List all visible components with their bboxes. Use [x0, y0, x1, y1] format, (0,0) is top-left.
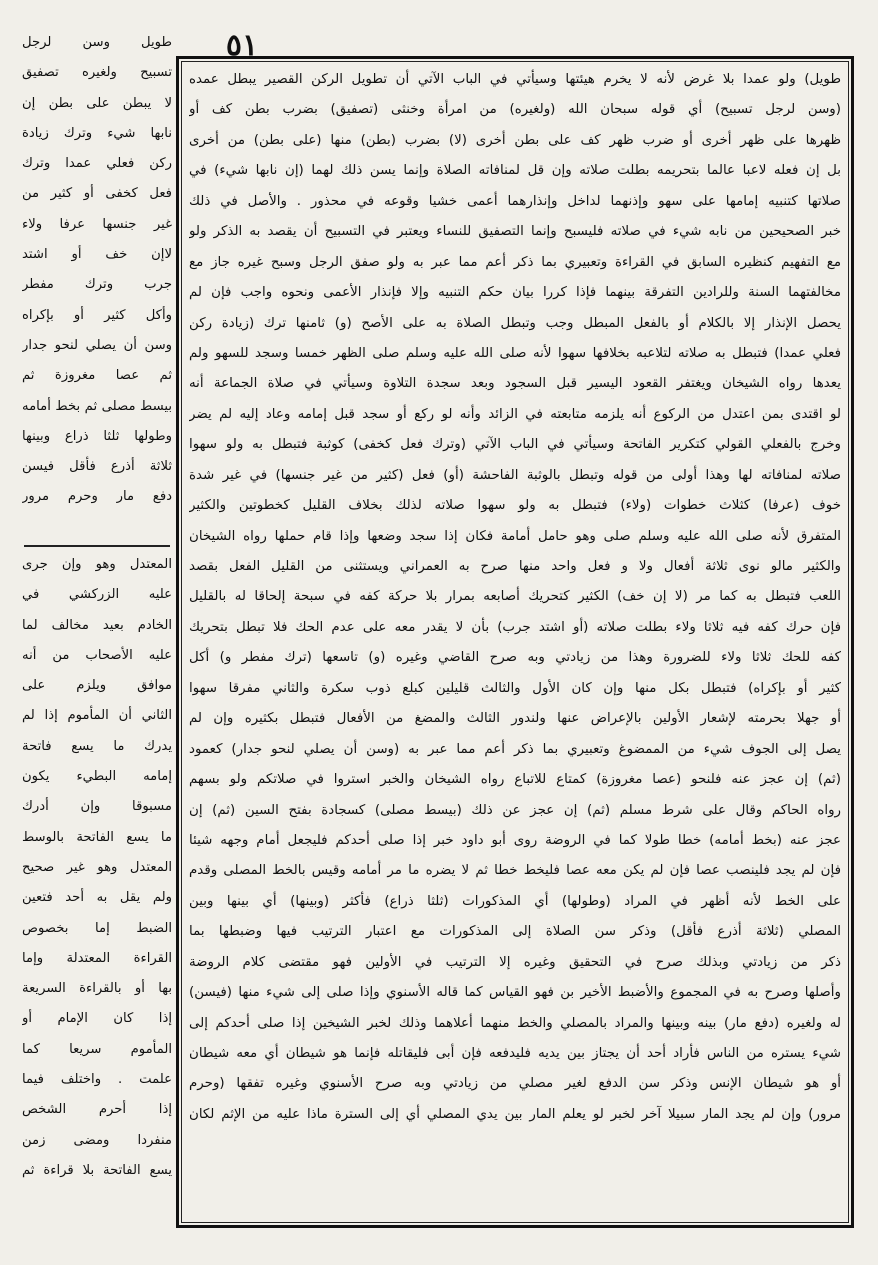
side-commentary-line: يسع الفاتحة بلا قراءة ثم: [22, 1162, 172, 1178]
side-commentary-line: الخادم بعيد مخالف لما: [22, 617, 172, 633]
side-commentary-line: موافق ويلزم على: [22, 678, 172, 694]
side-commentary-bottom: [22, 550, 172, 1240]
side-commentary-top: [22, 28, 172, 543]
main-text-line: شيء يستره من الناس فأراد أحد أن يجتاز بين يديه فليدفعه فإن أبى فليقاتله فإنما هو شيطان أي معه شيطان: [189, 1046, 841, 1061]
side-commentary-line: المأموم سريعا كما: [22, 1041, 172, 1057]
main-text-line: مخالفتهما السنة وللرادين التفرقة بينهما فإذا كررا بيان حكم التنبيه وإلا فإنذار الأعمى ونحوه واجب فإن لم: [189, 285, 841, 301]
main-text-line: (وسن لرجل تسبيح) أي قوله سبحان الله (ولغيره) من امرأة وخنثى (تصفيق) بضرب بطن كف أو: [189, 102, 841, 118]
main-text-line: خبر الصحيحين من نابه شيء في صلاته فليسبح وإنما التصفيق للنساء ويعتبر في التسبيح أن يقصد به الذكر ولو: [189, 224, 841, 240]
side-commentary-line: ركن فعلي عمدا وترك: [22, 156, 172, 172]
main-text-line: لو اقتدى بمن اعتدل من الركوع أنه يلزمه متابعته في الزائد وأنه لو ركع أو سجد قبل إمامه وعاد إليه لم يضر: [189, 406, 841, 422]
main-text-line: المتفرق لأنه صلى الله عليه وسلم صلى وهو حامل أمامة فكان إذا سجد وضعها وإذا قام حملها رواه الشيخان: [189, 528, 841, 544]
side-divider: [24, 545, 170, 547]
side-commentary-line: إذا كان الإمام أو: [22, 1011, 172, 1027]
side-commentary-line: ما يسع الفاتحة بالوسط: [22, 829, 172, 845]
main-text-line: كثير أو بإكراه) فتبطل بكل منها وإن كان الأول والثالث قليلين كبلع ذوب سكرة والثاني مفرقا سهوا: [189, 680, 841, 696]
side-commentary-line: المعتدل وهو وإن جرى: [22, 557, 172, 572]
main-text-line: وخرج بالفعلي القولي كتكرير الفاتحة وسيأتي في الباب الآتي (وترك فعل كخفى) كوثبة فتبطل به ولو سهوا: [189, 437, 841, 453]
main-text-line: ظهرها على ظهر أخرى أو ضرب ظهر كف على بطن أخرى (لا) بضرب (بطن) منها (على بطن) من أخرى: [189, 132, 841, 148]
side-commentary-line: فعل كخفى أو كثير من: [22, 186, 172, 202]
side-commentary-line: المعتدل وهو غير صحيح: [22, 859, 172, 875]
side-commentary-line: لاإن خف أو اشتد: [22, 247, 172, 263]
main-text-line: والكثير مالو نوى ثلاثة أفعال ولا و فعل واحد منها صرح به العمراني ويستثنى من القليل الفعل بقصد: [189, 559, 841, 574]
side-commentary-line: جرب وترك مفطر: [22, 277, 172, 293]
side-commentary-line: عليه الزركشي في: [22, 587, 172, 603]
main-text-line: وأصلها وصرح به في المجموع والأضبط الأخير بن فهو القياس كما قاله الأسنوي وإذا صلى إلى شيء منها (فيسن): [189, 985, 841, 1001]
main-text-line: عجز عنه (بخط أمامه) خطا طولا كما في الروضة روى أبو داود خبر إذا صلى أحدكم فليجعل أمام وجهه شيئا: [189, 832, 841, 848]
main-text-line: رواه الحاكم وقال على شرط مسلم (ثم) إن عجز عن ذلك (بيسط مصلى) كسجادة بفتح السين (ثم) إن: [189, 802, 841, 818]
side-commentary-line: دفع مار وحرم مرور: [22, 489, 172, 505]
side-commentary-line: ثم عصا مغروزة ثم: [22, 368, 172, 384]
side-commentary-line: بيسط مصلى ثم بخط أمامه: [22, 398, 172, 414]
main-text-line: صلاته لمنافاته لها وهذا أولى من قوله وتبطل بالوثبة الفاحشة (أو) فعل (كثير من غير جنسها) في غير شدة: [189, 467, 841, 483]
side-commentary-line: إمامه البطيء يكون: [22, 769, 172, 785]
main-text-line: المصلي (ثلاثة أذرع فأقل) وذكر سن الصلاة إلى المذكورات مع اعتبار الترتيب فيها وضبطها بما: [189, 924, 841, 940]
page-number: ٥١: [225, 28, 259, 63]
main-text-line: على الخط لأنه أظهر في المراد (وطولها) أي المذكورات (ثلثا ذراع) فأكثر (وبينها) أي بينها وبين: [189, 893, 841, 909]
main-text-line: فإن حرك كفه فيه ثلاثا ولاء بطلت صلاته (أو اشتد جرب) بأن لا يقدر معه على عدم الحك فلا تبطل بتحريك: [189, 619, 841, 635]
main-text-line: طويل) ولو عمدا بلا غرض لأنه لا يخرم هيئتها وسيأتي في الباب الآتي أن تطويل الركن القصير يبطل عمده: [189, 72, 841, 87]
main-text-line: له ولغيره (دفع مار) بينه وبينها والمراد بالمصلي والخط منهما أعلاهما وذلك لخبر الشيخين إذا صلى أحدكم إلى: [189, 1015, 841, 1031]
side-commentary-line: لا يبطن على بطن إن: [22, 95, 172, 111]
side-commentary-line: غير جنسها عرفا ولاء: [22, 216, 172, 232]
main-text-line: يحصل الإنذار إلا بالكلام أو بالفعل المبطل وجب وتبطل الصلاة به على الأصح (و) ثامنها ترك (زيادة ركن: [189, 315, 841, 331]
side-commentary-line: عليه الأصحاب من أنه: [22, 647, 172, 663]
main-text-line: فإن لم يجد فلينصب عصا فإن لم يكن معه عصا فليخط خطا ثم لا يضره ما مر أمامه وقيس بالخط المصلى وقدم: [189, 863, 841, 879]
side-commentary-line: نابها شيء وترك زيادة: [22, 125, 172, 141]
side-commentary-line: طويل وسن لرجل: [22, 35, 172, 50]
main-text-line: أو هو شيطان الإنس وذكر سن الدفع لغير مصلي من زيادتي وبه صرح الأسنوي وغيره تفقها (وحرم: [189, 1076, 841, 1092]
main-text-line: يصل إلى الجوف شيء من الممضوغ وتعبيري بما ذكر أعم مما عبر به (وسن أن يصلي لنحو جدار) كعمود: [189, 741, 841, 757]
side-commentary-line: الضبط إما بخصوص: [22, 920, 172, 936]
main-text-line: اللعب فتبطل به كما مر (لا إن خف) الكثير كتحريك أصابعه بمرار بلا حركة كفه في سبحة إلحاقا له بالقليل: [189, 589, 841, 605]
side-commentary-line: وسن أن يصلي لنحو جدار: [22, 337, 172, 353]
main-text-line: يعدها رواه الشيخان ويغتفر القعود اليسير قبل السجود وبعد سجدة التلاوة وسيأتي في صلاة الجماعة أنه: [189, 376, 841, 392]
side-commentary-line: علمت . واختلف فيما: [22, 1072, 172, 1088]
side-commentary-line: الثاني أن المأموم إذا لم: [22, 708, 172, 724]
main-text-line: مرور) وإن لم يجد المار سبيلا آخر لخبر لو يعلم المار بين يدي المصلي أي إلى السترة ماذا عليه من الإثم لكان: [189, 1106, 841, 1122]
side-commentary-line: القراءة المعتدلة وإما: [22, 950, 172, 966]
side-commentary-line: وأكل كثير أو بإكراه: [22, 307, 172, 323]
side-commentary-line: منفردا ومضى زمن: [22, 1132, 172, 1148]
main-text-line: أو جهلا بحرمته لإشعار الأولين بالإعراض عنها ولندور الثالث والمضغ من الأفعال فتبطل بكثيره وإن لم: [189, 711, 841, 727]
side-commentary-line: تسبيح ولغيره تصفيق: [22, 65, 172, 81]
main-text-line: (ثم) إن عجز عنه فلنحو (عصا مغروزة) كمتاع للاتباع رواه الشيخان والخبر استروا في صلاتكم ولو بسهم: [189, 772, 841, 788]
main-text-line: بل إن فعله لاعبا عالما بتحريمه بطلت صلاته وإن قل لمنافاته الصلاة وإنما يسن ذلك لهما (إن نابها شيء) في: [189, 163, 841, 179]
main-text-line: صلاتها كتنبيه إمامها على سهو وإذنهما لداخل وإنذارهما أعمى خشيا وقوعه في محذور . والأصل في ذلك: [189, 193, 841, 209]
main-text-frame: [176, 56, 854, 1228]
main-text-line: خوف (عرفا) كثلاث خطوات (ولاء) فتبطل به ولو سهوا صلاته لذلك بخلاف القليل كخطوتين والكثير: [189, 498, 841, 514]
main-text-line: فعلي عمدا) فتبطل به صلاته لتلاعبه بخلافها سهوا لأنه صلى الله عليه وسلم صلى الظهر خمسا وسجد للسهو ولم: [189, 345, 841, 361]
main-text-line: مع التفهيم كنظيره السابق في القراءة وتعبيري بما ذكر أعم مما عبر به ولو صفق الرجل وسبح غيره جاز مع: [189, 254, 841, 270]
side-commentary-line: إذا أحرم الشخص: [22, 1102, 172, 1118]
side-commentary-line: ثلاثة أذرع فأقل فيسن: [22, 459, 172, 475]
main-text-line: ذكر من زيادتي وبذلك صرح في التحقيق وغيره إلا الترتيب في الأولين فهو مقتضى كلام الروضة: [189, 954, 841, 970]
side-commentary-line: بها أو بالقراءة السريعة: [22, 981, 172, 997]
main-text-line: كفه للحك ثلاثا ولاء للضرورة وهذا من زيادتي وبه صرح القاضي وغيره (و) تاسعها (ترك مفطر و) أكل: [189, 650, 841, 666]
side-commentary-line: ولم يقل به أحد فتعين: [22, 890, 172, 906]
side-commentary-line: وطولها ثلثا ذراع وبينها: [22, 428, 172, 444]
side-commentary-line: يدرك ما يسع فاتحة: [22, 738, 172, 754]
side-commentary-line: مسبوقا وإن أدرك: [22, 799, 172, 815]
